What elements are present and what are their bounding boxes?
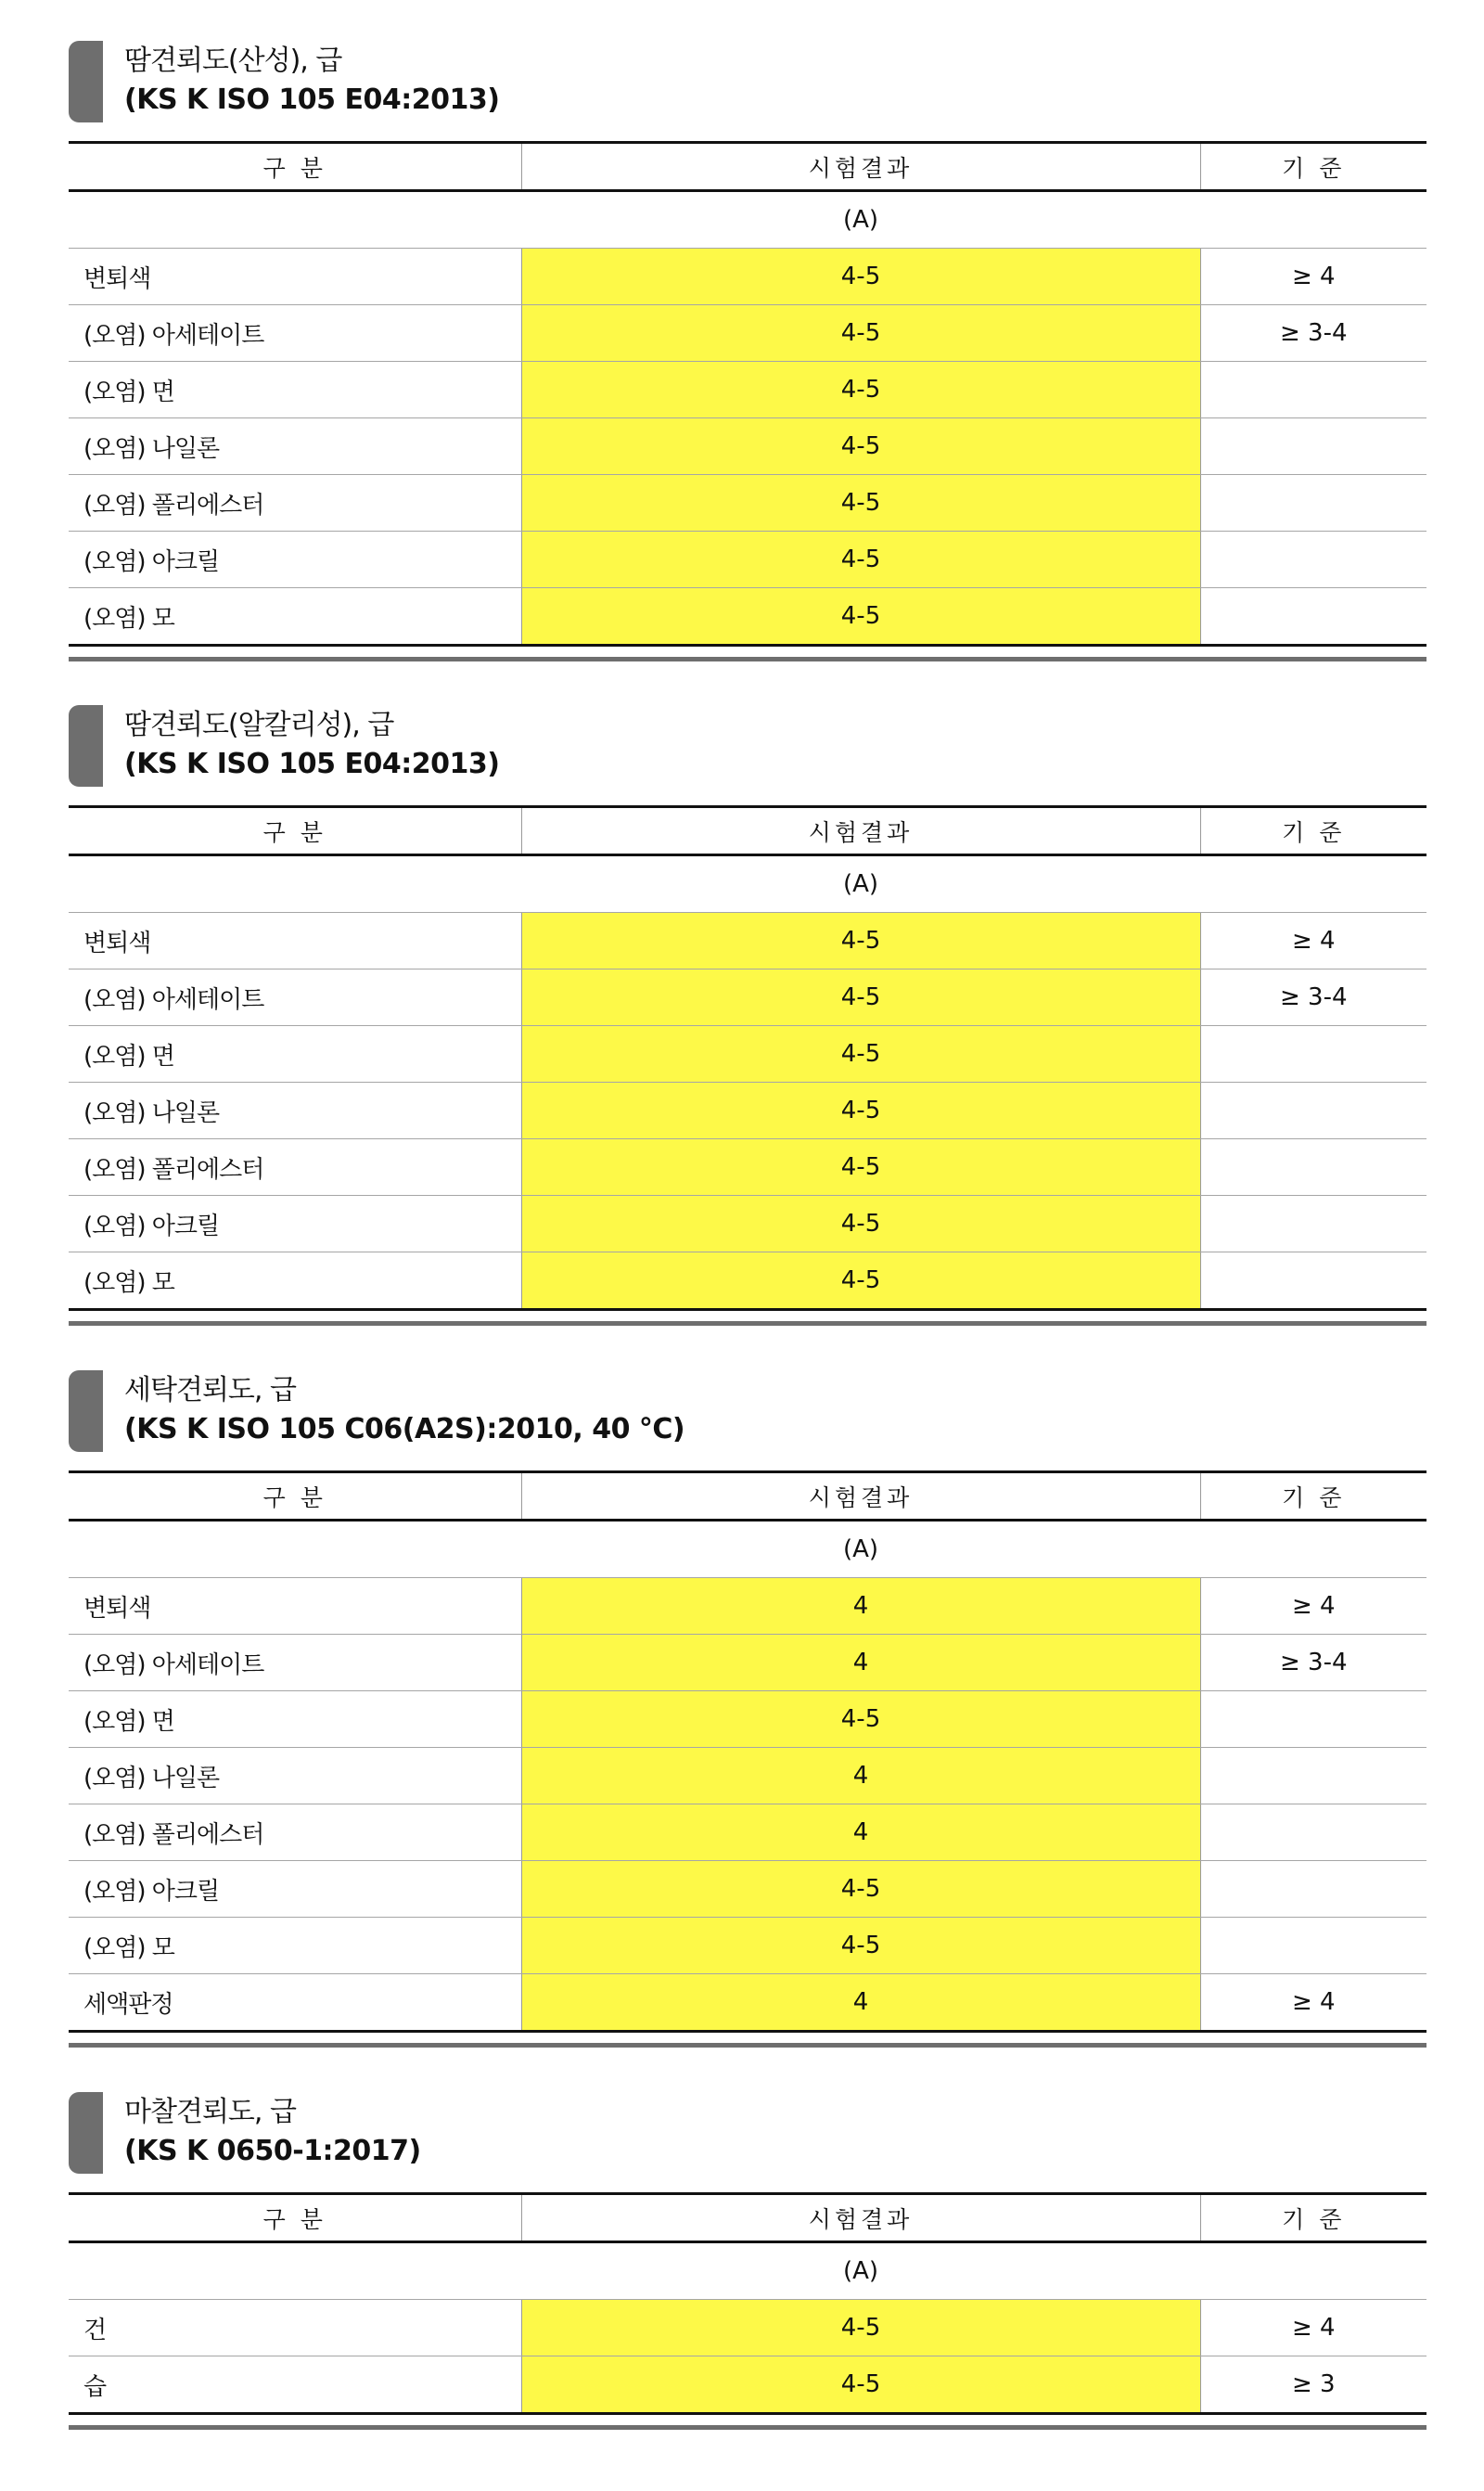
- table-row: [69, 1196, 1426, 1252]
- table-row: [69, 1578, 1426, 1635]
- result-cell: 4-5: [521, 1083, 1200, 1139]
- item-cell: (오염) 모: [69, 1252, 521, 1310]
- criteria-cell: ≥ 3-4: [1200, 969, 1426, 1026]
- result-cell: 4-5: [521, 305, 1200, 362]
- section-marker: [69, 2092, 103, 2174]
- item-cell: (오염) 면: [69, 1691, 521, 1748]
- result-cell: 4: [521, 1804, 1200, 1861]
- header-result: 시험결과: [521, 807, 1200, 855]
- header-category: 구 분: [69, 2194, 521, 2242]
- sample-spacer-cell: [69, 1521, 521, 1578]
- result-cell: 4-5: [521, 1196, 1200, 1252]
- item-cell: (오염) 면: [69, 1026, 521, 1083]
- header-criteria: 기 준: [1200, 807, 1426, 855]
- section-standard: (KS K ISO 105 E04:2013): [124, 83, 500, 116]
- item-cell: (오염) 아세테이트: [69, 1635, 521, 1691]
- criteria-cell: [1200, 1861, 1426, 1918]
- section-title: 세탁견뢰도, 급: [124, 1374, 296, 1406]
- section-title: 땀견뢰도(산성), 급: [124, 45, 342, 77]
- table-row: [69, 2356, 1426, 2414]
- results-table: [69, 2192, 1426, 2415]
- test-section: [69, 705, 1426, 1297]
- criteria-cell: [1200, 588, 1426, 646]
- table-row: [69, 475, 1426, 532]
- sample-row: [69, 2242, 1426, 2300]
- result-cell: 4-5: [521, 1691, 1200, 1748]
- table-row: [69, 1918, 1426, 1974]
- sample-spacer-cell: [1200, 2242, 1426, 2300]
- criteria-cell: [1200, 418, 1426, 475]
- sample-label: (A): [521, 1521, 1200, 1578]
- item-cell: 변퇴색: [69, 1578, 521, 1635]
- table-row: [69, 1139, 1426, 1196]
- section-end-rule: [69, 1321, 1426, 1326]
- header-result: 시험결과: [521, 1472, 1200, 1521]
- result-cell: 4-5: [521, 249, 1200, 305]
- result-cell: 4-5: [521, 532, 1200, 588]
- table-row: [69, 1026, 1426, 1083]
- item-cell: (오염) 아세테이트: [69, 305, 521, 362]
- results-table: [69, 1470, 1426, 2033]
- criteria-cell: ≥ 4: [1200, 1974, 1426, 2032]
- criteria-cell: [1200, 1252, 1426, 1310]
- header-category: 구 분: [69, 1472, 521, 1521]
- item-cell: 습: [69, 2356, 521, 2414]
- section-header: [69, 41, 1426, 124]
- section-marker: [69, 41, 103, 122]
- criteria-cell: ≥ 4: [1200, 249, 1426, 305]
- result-cell: 4-5: [521, 1252, 1200, 1310]
- sample-spacer-cell: [69, 2242, 521, 2300]
- table-row: [69, 969, 1426, 1026]
- criteria-cell: [1200, 362, 1426, 418]
- table-row: [69, 418, 1426, 475]
- sample-spacer-cell: [1200, 855, 1426, 913]
- section-standard: (KS K ISO 105 E04:2013): [124, 748, 500, 780]
- section-title: 땀견뢰도(알칼리성), 급: [124, 709, 394, 741]
- table-row: [69, 1974, 1426, 2032]
- section-end-rule: [69, 2043, 1426, 2048]
- sample-spacer-cell: [69, 191, 521, 249]
- item-cell: (오염) 나일론: [69, 1083, 521, 1139]
- test-section: [69, 2092, 1426, 2401]
- item-cell: (오염) 아크릴: [69, 1861, 521, 1918]
- sample-spacer-cell: [1200, 191, 1426, 249]
- criteria-cell: ≥ 4: [1200, 2300, 1426, 2356]
- item-cell: (오염) 면: [69, 362, 521, 418]
- table-row: [69, 1861, 1426, 1918]
- result-cell: 4-5: [521, 2300, 1200, 2356]
- sample-label: (A): [521, 2242, 1200, 2300]
- header-row: [69, 807, 1426, 855]
- section-title: 마찰견뢰도, 급: [124, 2096, 296, 2128]
- result-cell: 4: [521, 1578, 1200, 1635]
- result-cell: 4-5: [521, 1026, 1200, 1083]
- result-cell: 4-5: [521, 913, 1200, 969]
- sample-row: [69, 191, 1426, 249]
- sample-row: [69, 855, 1426, 913]
- table-row: [69, 1635, 1426, 1691]
- table-row: [69, 1748, 1426, 1804]
- item-cell: (오염) 아크릴: [69, 1196, 521, 1252]
- table-row: [69, 588, 1426, 646]
- table-row: [69, 1083, 1426, 1139]
- criteria-cell: [1200, 475, 1426, 532]
- sample-row: [69, 1521, 1426, 1578]
- section-marker: [69, 705, 103, 787]
- item-cell: (오염) 아세테이트: [69, 969, 521, 1026]
- result-cell: 4-5: [521, 475, 1200, 532]
- result-cell: 4: [521, 1748, 1200, 1804]
- section-header: [69, 705, 1426, 789]
- result-cell: 4-5: [521, 362, 1200, 418]
- item-cell: 건: [69, 2300, 521, 2356]
- result-cell: 4-5: [521, 1139, 1200, 1196]
- result-cell: 4-5: [521, 1861, 1200, 1918]
- item-cell: (오염) 모: [69, 588, 521, 646]
- test-section: [69, 1370, 1426, 2019]
- table-row: [69, 1691, 1426, 1748]
- sample-label: (A): [521, 191, 1200, 249]
- result-cell: 4-5: [521, 588, 1200, 646]
- result-cell: 4-5: [521, 969, 1200, 1026]
- section-header: [69, 2092, 1426, 2176]
- header-row: [69, 2194, 1426, 2242]
- section-standard: (KS K 0650-1:2017): [124, 2135, 421, 2167]
- criteria-cell: [1200, 1083, 1426, 1139]
- header-criteria: 기 준: [1200, 2194, 1426, 2242]
- section-header: [69, 1370, 1426, 1454]
- result-cell: 4: [521, 1635, 1200, 1691]
- item-cell: (오염) 나일론: [69, 1748, 521, 1804]
- item-cell: 세액판정: [69, 1974, 521, 2032]
- header-category: 구 분: [69, 143, 521, 191]
- sample-spacer-cell: [1200, 1521, 1426, 1578]
- test-section: [69, 41, 1426, 633]
- results-table: [69, 141, 1426, 647]
- sample-spacer-cell: [69, 855, 521, 913]
- table-row: [69, 1252, 1426, 1310]
- criteria-cell: ≥ 4: [1200, 1578, 1426, 1635]
- table-row: [69, 1804, 1426, 1861]
- table-row: [69, 305, 1426, 362]
- header-criteria: 기 준: [1200, 143, 1426, 191]
- results-table: [69, 805, 1426, 1311]
- criteria-cell: ≥ 3: [1200, 2356, 1426, 2414]
- item-cell: (오염) 폴리에스터: [69, 475, 521, 532]
- header-result: 시험결과: [521, 2194, 1200, 2242]
- item-cell: (오염) 폴리에스터: [69, 1139, 521, 1196]
- table-row: [69, 2300, 1426, 2356]
- header-criteria: 기 준: [1200, 1472, 1426, 1521]
- header-row: [69, 1472, 1426, 1521]
- criteria-cell: [1200, 1196, 1426, 1252]
- section-standard: (KS K ISO 105 C06(A2S):2010, 40 °C): [124, 1413, 685, 1445]
- criteria-cell: ≥ 3-4: [1200, 305, 1426, 362]
- criteria-cell: [1200, 1804, 1426, 1861]
- criteria-cell: [1200, 1691, 1426, 1748]
- table-row: [69, 532, 1426, 588]
- section-end-rule: [69, 2425, 1426, 2430]
- sample-label: (A): [521, 855, 1200, 913]
- item-cell: (오염) 폴리에스터: [69, 1804, 521, 1861]
- result-cell: 4: [521, 1974, 1200, 2032]
- header-row: [69, 143, 1426, 191]
- criteria-cell: [1200, 532, 1426, 588]
- table-row: [69, 249, 1426, 305]
- criteria-cell: [1200, 1748, 1426, 1804]
- item-cell: (오염) 아크릴: [69, 532, 521, 588]
- criteria-cell: ≥ 3-4: [1200, 1635, 1426, 1691]
- criteria-cell: [1200, 1026, 1426, 1083]
- item-cell: 변퇴색: [69, 913, 521, 969]
- table-row: [69, 362, 1426, 418]
- item-cell: (오염) 나일론: [69, 418, 521, 475]
- item-cell: (오염) 모: [69, 1918, 521, 1974]
- section-marker: [69, 1370, 103, 1452]
- header-result: 시험결과: [521, 143, 1200, 191]
- table-row: [69, 913, 1426, 969]
- item-cell: 변퇴색: [69, 249, 521, 305]
- criteria-cell: [1200, 1918, 1426, 1974]
- criteria-cell: ≥ 4: [1200, 913, 1426, 969]
- result-cell: 4-5: [521, 1918, 1200, 1974]
- header-category: 구 분: [69, 807, 521, 855]
- result-cell: 4-5: [521, 2356, 1200, 2414]
- criteria-cell: [1200, 1139, 1426, 1196]
- result-cell: 4-5: [521, 418, 1200, 475]
- section-end-rule: [69, 657, 1426, 661]
